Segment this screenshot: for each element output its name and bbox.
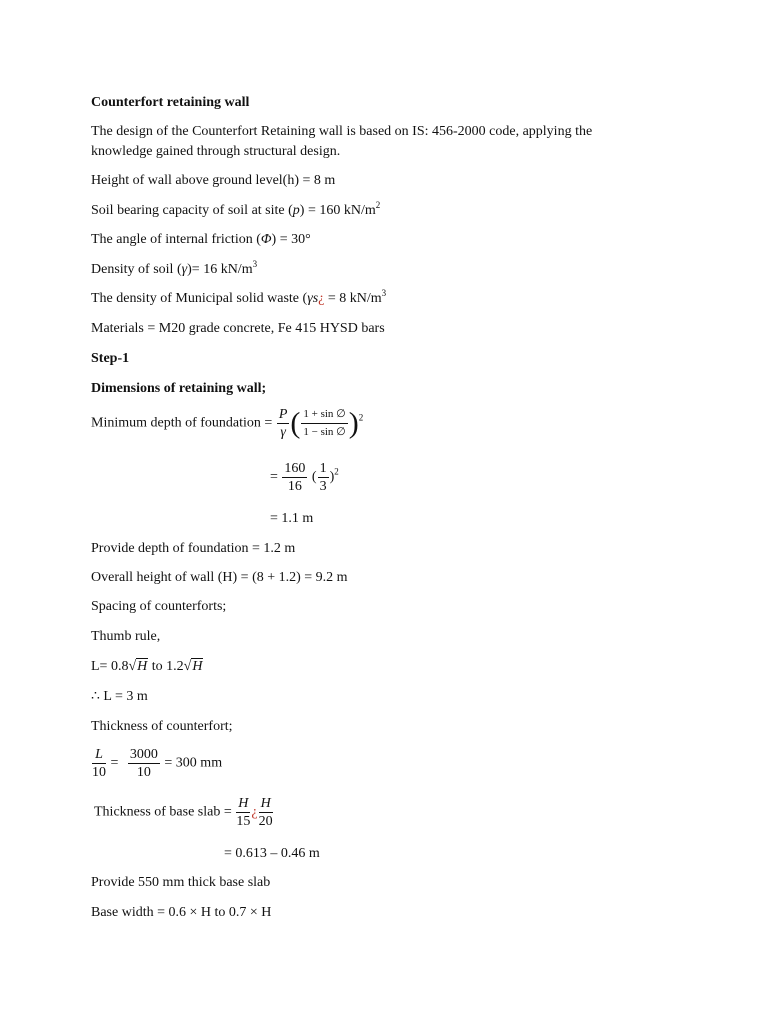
min-depth-formula: Minimum depth of foundation = $\frac{P}{\gamma}$ ( $\frac{1 + \sin \emptyset}{1 - \sin \emptyset}$ )$^2$ bbox=[91, 406, 364, 440]
soil-bearing-capacity-text: Soil bearing capacity of soil at site (p) = 160 $kN/m^2$ bbox=[91, 200, 381, 218]
thumb-rule-text: Thumb rule, bbox=[91, 629, 161, 644]
depth-result: = 1.1 m bbox=[270, 511, 314, 526]
counterfort-thickness-formula: $\frac{L}{10}$ = $\frac{3000}{10}$ = 300 mm bbox=[92, 747, 223, 780]
dimensions-heading: Dimensions of retaining wall; bbox=[91, 381, 267, 396]
spacing-heading: Spacing of counterforts; bbox=[91, 599, 227, 614]
depth-calculation: = $\frac{160}{16}$ ( $\frac{1}{3}$ )$^2$ bbox=[270, 461, 339, 494]
h-over-15-fraction: $\frac{H}{15}$ bbox=[236, 796, 251, 829]
spacing-result: ∴ L = 3 m bbox=[91, 689, 148, 704]
soil-density-text: Density of soil (γ)= 16 $kN/m^3$ bbox=[91, 259, 258, 277]
base-slab-formula: Thickness of base slab = $\frac{H}{15}$ ¿ $\frac{H}{20}$ bbox=[94, 796, 273, 829]
intro-line-1: The design of the Counterfort Retaining wall is based on IS: 456-2000 code, applying the bbox=[91, 124, 593, 139]
provide-depth-text: Provide depth of foundation = 1.2 m bbox=[91, 541, 296, 556]
base-slab-result: = 0.613 – 0.46 m bbox=[224, 846, 320, 861]
wall-height-text: Height of wall above ground level(h) = 8 m bbox=[91, 173, 336, 188]
160-over-16-fraction: $\frac{160}{16}$ bbox=[284, 461, 306, 494]
internal-friction-angle-text: The angle of internal friction (Φ) = 30° bbox=[91, 232, 311, 247]
p-over-gamma-fraction: $\frac{P}{\gamma}$ bbox=[278, 407, 288, 440]
one-third-fraction: $\frac{1}{3}$ bbox=[319, 461, 327, 494]
h-over-20-fraction: $\frac{H}{20}$ bbox=[258, 796, 273, 829]
base-width-text: Base width = 0.6 × H to 0.7 × H bbox=[91, 905, 272, 920]
spacing-formula: L= 0.8√H to 1.2√H bbox=[91, 659, 203, 674]
page-title: Counterfort retaining wall bbox=[91, 95, 250, 110]
3000-over-10-fraction: $\frac{3000}{10}$ bbox=[129, 747, 158, 780]
intro-line-2: knowledge gained through structural design. bbox=[91, 144, 341, 159]
materials-text: Materials = M20 grade concrete, Fe 415 HYSD bars bbox=[91, 321, 385, 336]
step-heading: Step-1 bbox=[91, 351, 130, 366]
provide-base-slab-text: Provide 550 mm thick base slab bbox=[91, 875, 271, 890]
sin-ratio-fraction: $\frac{1 + \sin \emptyset}{1 - \sin \emptyset}$ bbox=[303, 408, 346, 438]
msw-density-text: The density of Municipal solid waste (γs¿ = 8 $kN/m^3$ bbox=[91, 288, 387, 306]
l-over-10-fraction: $\frac{L}{10}$ bbox=[92, 747, 106, 780]
overall-height-text: Overall height of wall (H) = (8 + 1.2) = 9.2 m bbox=[91, 570, 348, 585]
counterfort-thickness-heading: Thickness of counterfort; bbox=[91, 719, 233, 734]
